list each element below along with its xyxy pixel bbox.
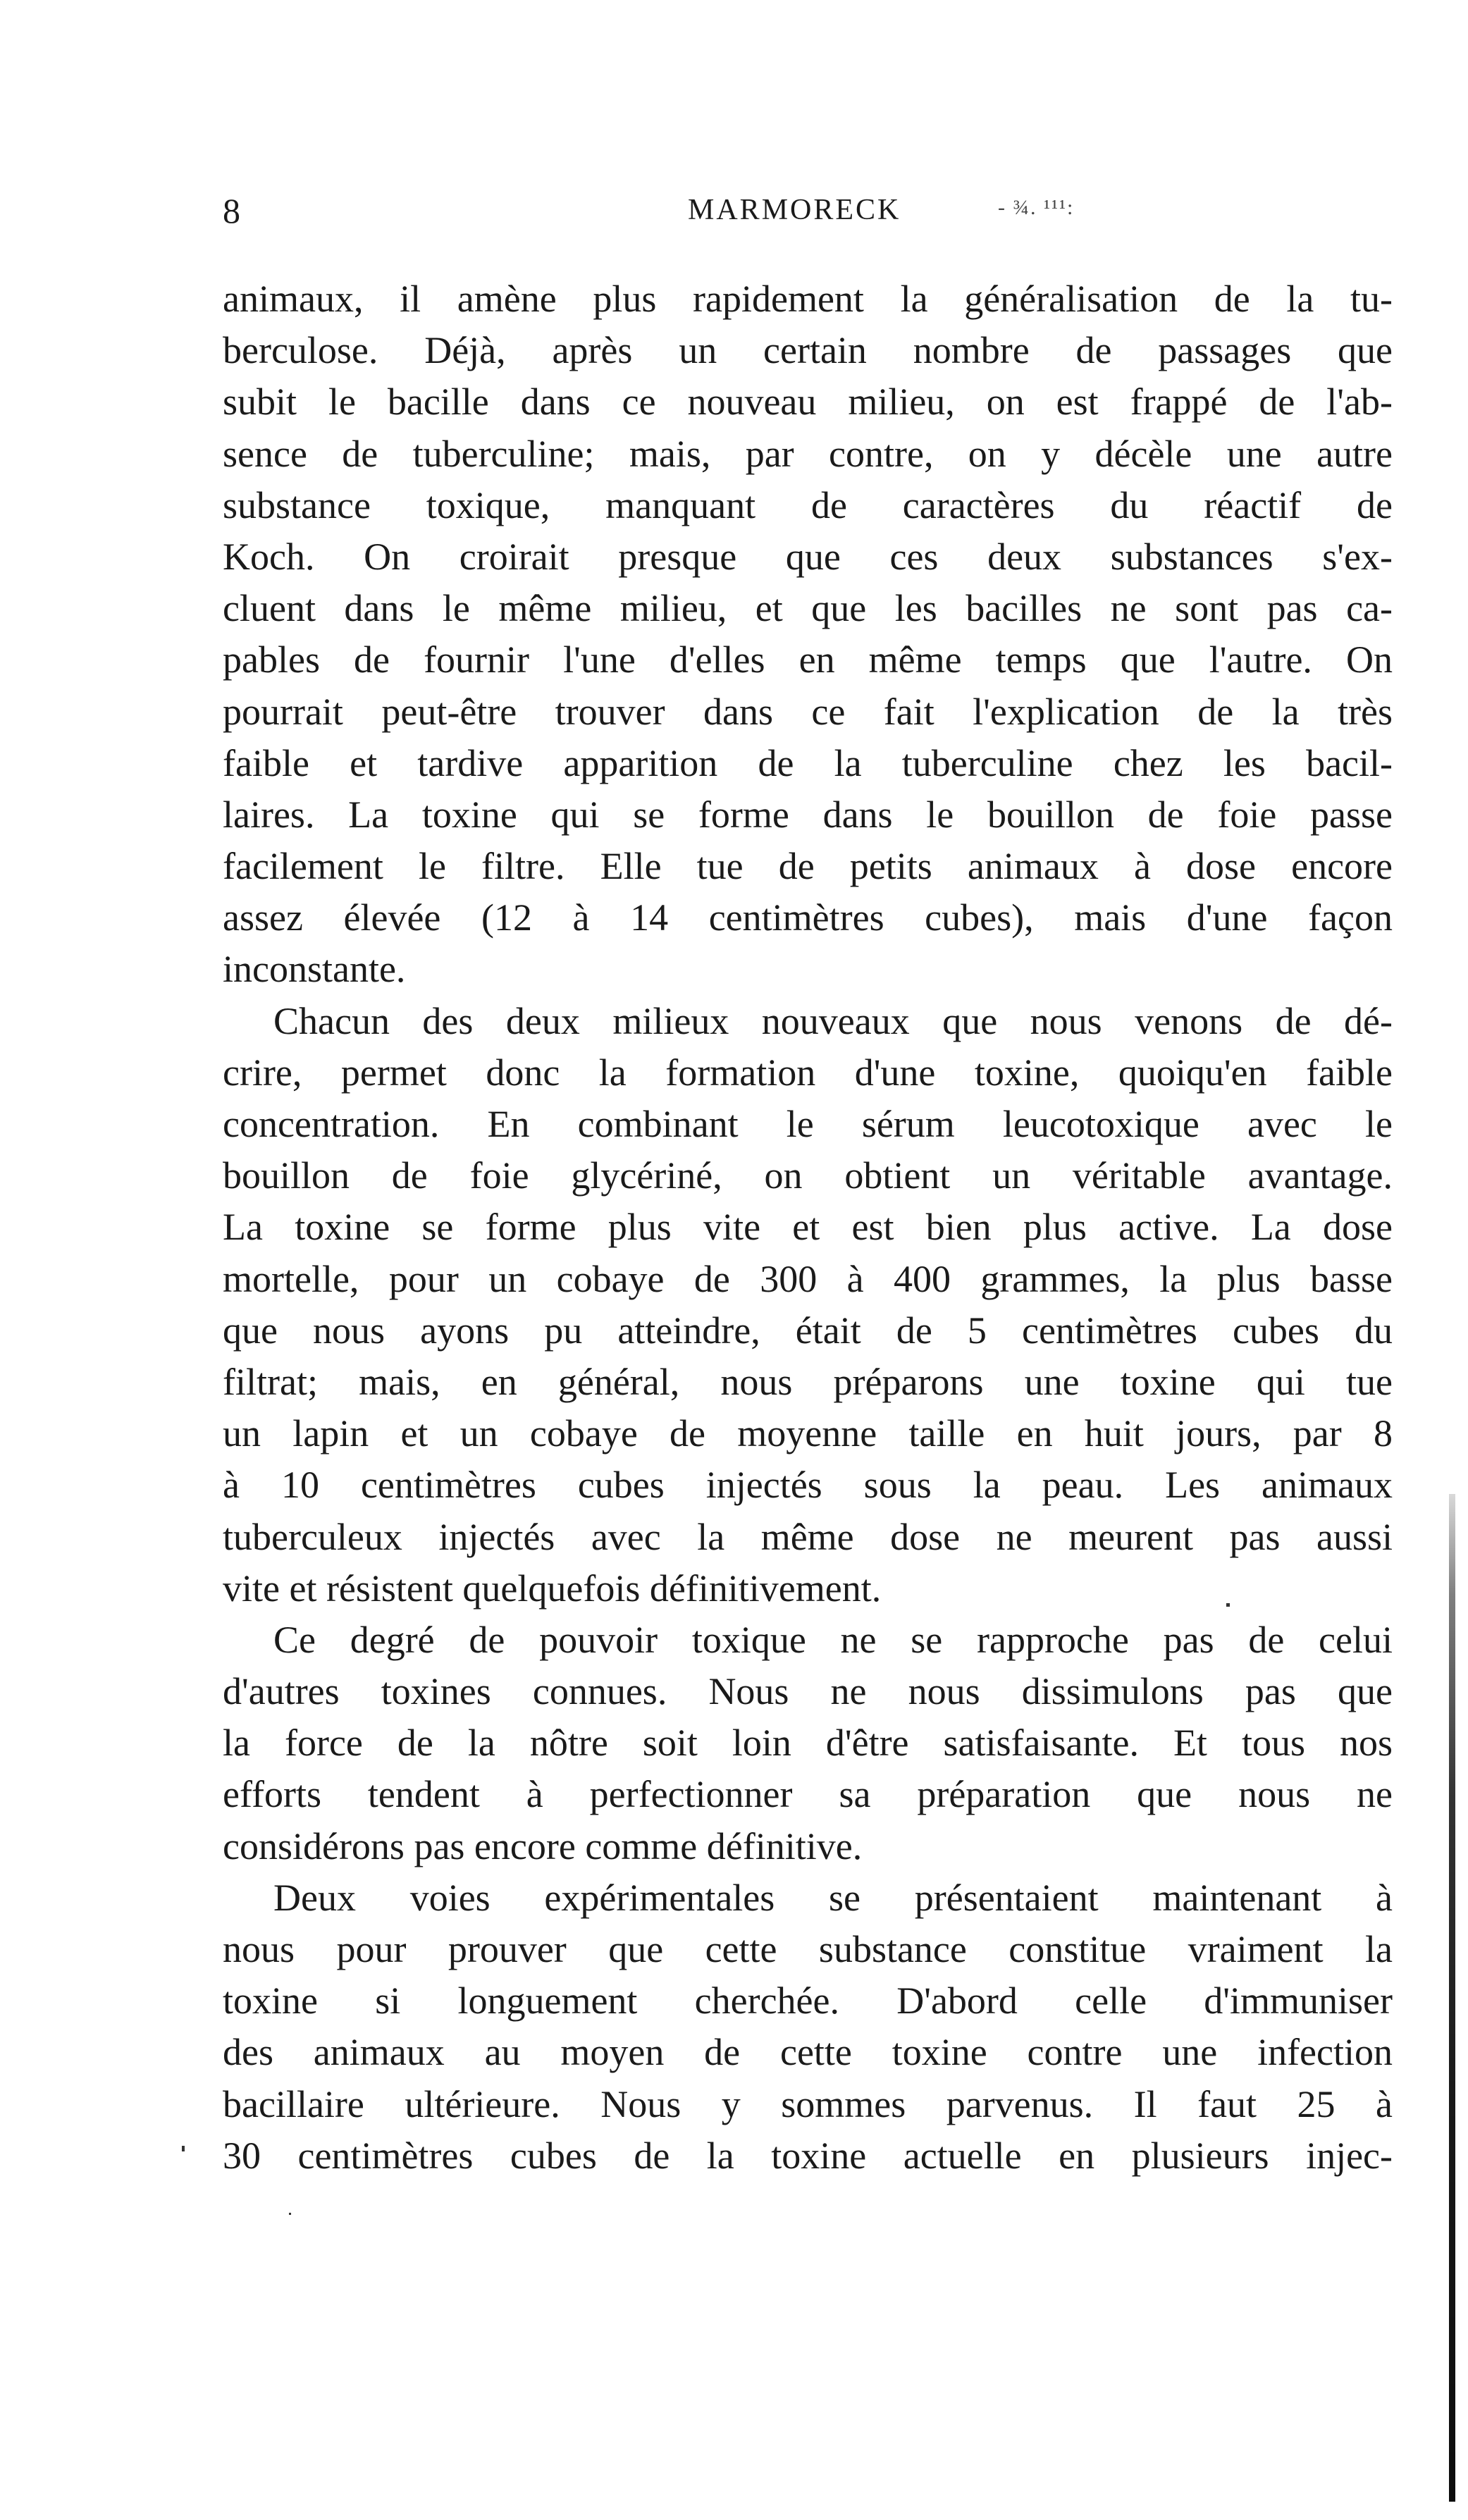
text-line: d'autres toxines connues. Nous ne nous dissimulons pas que [223,1670,1393,1713]
text-line: mortelle, pour un cobaye de 300 à 400 grammes, la plus basse [223,1257,1393,1300]
text-line: nous pour prouver que cette substance constitue vraiment la [223,1928,1393,1970]
scan-speck [182,2146,185,2151]
text-line: 30 centimètres cubes de la toxine actuelle en plusieurs injec- [223,2134,1393,2177]
paragraph-end-line: vite et résistent quelquefois définitivement. [223,1567,882,1610]
text-line: animaux, il amène plus rapidement la généralisation de la tu- [223,278,1393,320]
running-head-mark: - ¾. ¹¹¹: [998,196,1075,219]
scan-speck [1226,1603,1230,1607]
text-line: un lapin et un cobaye de moyenne taille en huit jours, par 8 [223,1412,1393,1455]
scan-speck [289,2213,291,2215]
text-line: bouillon de foie glycériné, on obtient un véritable avantage. [223,1154,1393,1197]
running-title: MARMORECK [688,194,901,226]
paragraph-end-line: considérons pas encore comme définitive. [223,1824,863,1867]
text-line: faible et tardive apparition de la tuberculine chez les bacil- [223,741,1393,784]
text-line: à 10 centimètres cubes injectés sous la peau. Les animaux [223,1464,1393,1507]
text-line: pourrait peut-être trouver dans ce fait l'explication de la très [223,690,1393,733]
text-line: toxine si longuement cherchée. D'abord celle d'immuniser [223,1979,1393,2022]
text-line: laires. La toxine qui se forme dans le bouillon de foie passe [223,793,1393,836]
text-line: bacillaire ultérieure. Nous y sommes parvenus. Il faut 25 à [223,2082,1393,2125]
text-line: sence de tuberculine; mais, par contre, on y décèle une autre [223,432,1393,475]
paragraph-start-line: Ce degré de pouvoir toxique ne se rapproche pas de celui [273,1618,1393,1661]
text-line: subit le bacille dans ce nouveau milieu, on est frappé de l'ab- [223,381,1393,424]
text-line: assez élevée (12 à 14 centimètres cubes), mais d'une façon [223,896,1393,939]
text-line: efforts tendent à perfectionner sa préparation que nous ne [223,1773,1393,1816]
text-line: pables de fournir l'une d'elles en même temps que l'autre. On [223,638,1393,681]
text-line: que nous ayons pu atteindre, était de 5 centimètres cubes du [223,1309,1393,1352]
scan-edge-shadow [1449,1494,1455,2502]
text-line: La toxine se forme plus vite et est bien plus active. La dose [223,1206,1393,1249]
paragraph-end-line: inconstante. [223,948,406,991]
paragraph-start-line: Chacun des deux milieux nouveaux que nous venons de dé- [273,999,1393,1042]
text-line: substance toxique, manquant de caractères du réactif de [223,483,1393,526]
paragraph-start-line: Deux voies expérimentales se présentaient maintenant à [273,1876,1393,1919]
body-text [223,273,1393,2182]
text-line: facilement le filtre. Elle tue de petits animaux à dose encore [223,845,1393,888]
text-line: des animaux au moyen de cette toxine contre une infection [223,2031,1393,2074]
text-line: berculose. Déjà, après un certain nombre de passages que [223,329,1393,372]
text-line: cluent dans le même milieu, et que les bacilles ne sont pas ca- [223,587,1393,630]
running-head [223,190,1393,240]
page-number: 8 [223,191,242,230]
text-line: Koch. On croirait presque que ces deux substances s'ex- [223,535,1393,578]
text-line: filtrat; mais, en général, nous préparons une toxine qui tue [223,1360,1393,1403]
text-line: crire, permet donc la formation d'une toxine, quoiqu'en faible [223,1051,1393,1094]
text-line: la force de la nôtre soit loin d'être satisfaisante. Et tous nos [223,1722,1393,1765]
text-line: concentration. En combinant le sérum leucotoxique avec le [223,1103,1393,1145]
text-line: tuberculeux injectés avec la même dose ne meurent pas aussi [223,1515,1393,1558]
